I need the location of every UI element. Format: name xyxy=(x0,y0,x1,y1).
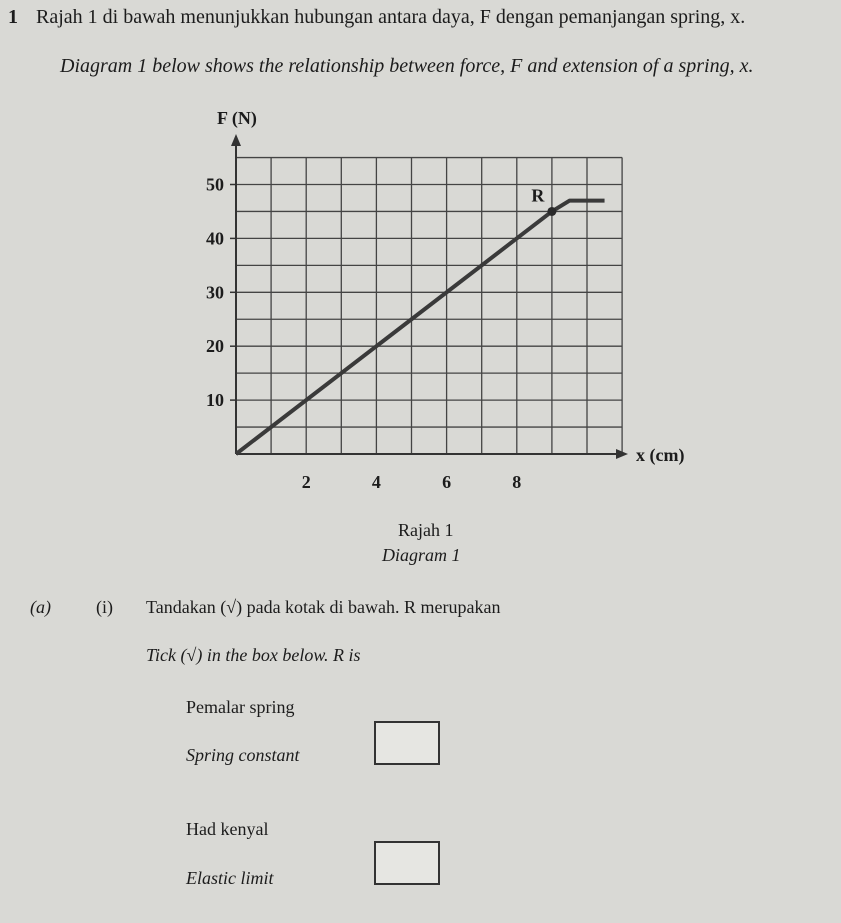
x-tick-label: 6 xyxy=(442,472,452,492)
y-tick-label: 20 xyxy=(206,336,224,357)
option-spring-constant-malay: Pemalar spring xyxy=(186,697,295,717)
x-axis-label: x (cm) xyxy=(636,445,685,465)
diagram-caption-malay: Rajah 1 xyxy=(398,520,454,540)
y-tick-label: 40 xyxy=(206,228,224,249)
sub-part-label: (i) xyxy=(96,597,113,617)
option-elastic-limit-english: Elastic limit xyxy=(186,868,274,888)
diagram-caption-english: Diagram 1 xyxy=(382,545,461,565)
point-r-label: R xyxy=(531,185,545,206)
y-tick-label: 50 xyxy=(206,174,224,195)
part-label: (a) xyxy=(30,597,51,617)
x-tick-label: 2 xyxy=(301,472,311,492)
question-text-malay: Rajah 1 di bawah menunjukkan hubungan antara daya, F dengan pemanjangan spring, x. xyxy=(36,6,746,28)
tick-box-elastic-limit[interactable] xyxy=(374,841,440,885)
question-text-english: Diagram 1 below shows the relationship between force, F and extension of a spring, x. xyxy=(60,55,754,77)
instruction-malay: Tandakan (√) pada kotak di bawah. R merupakan xyxy=(146,597,501,617)
option-spring-constant-english: Spring constant xyxy=(186,745,300,765)
y-axis-label: F (N) xyxy=(217,108,257,128)
tick-box-spring-constant[interactable] xyxy=(374,721,440,765)
option-elastic-limit-malay: Had kenyal xyxy=(186,819,269,839)
question-number: 1 xyxy=(8,6,18,28)
x-tick-label: 4 xyxy=(371,472,381,492)
y-tick-label: 30 xyxy=(206,282,224,303)
y-axis-arrow xyxy=(231,134,241,146)
x-tick-label: 8 xyxy=(512,472,522,492)
point-r-marker xyxy=(547,207,556,216)
y-tick-label: 10 xyxy=(206,390,224,411)
instruction-english: Tick (√) in the box below. R is xyxy=(146,645,361,665)
